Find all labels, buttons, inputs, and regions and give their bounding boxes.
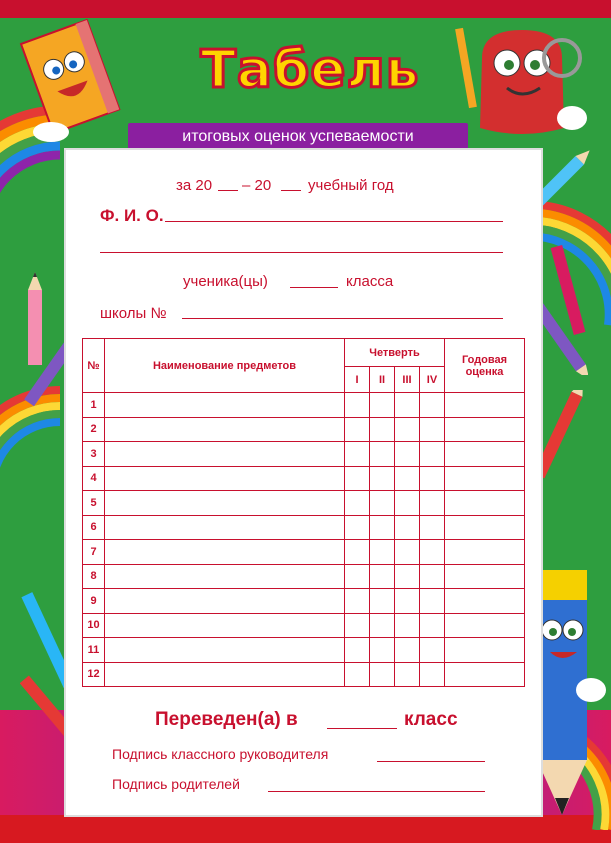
subject-cell[interactable] [105,417,345,442]
row-number: 4 [83,466,105,491]
quarter-4-cell[interactable] [420,589,445,614]
fio-field[interactable] [165,221,503,222]
quarter-1-cell[interactable] [345,638,370,663]
class-label: класса [346,273,394,290]
teacher-sign-label: Подпись классного руководителя [112,746,329,762]
annual-cell[interactable] [445,466,525,491]
table-row [83,393,525,418]
annual-cell[interactable] [445,393,525,418]
quarter-3-header: III [395,367,420,393]
quarter-4-cell[interactable] [420,613,445,638]
table-row [83,564,525,589]
quarter-3-cell[interactable] [395,540,420,565]
year-suffix: учебный год [308,177,394,194]
row-number: 5 [83,491,105,516]
quarter-2-cell[interactable] [370,613,395,638]
quarter-4-cell[interactable] [420,466,445,491]
col-quarter-header: Четверть [345,339,445,367]
quarter-2-cell[interactable] [370,638,395,663]
quarter-2-cell[interactable] [370,515,395,540]
quarter-4-cell[interactable] [420,638,445,663]
quarter-4-header: IV [420,367,445,393]
annual-cell[interactable] [445,564,525,589]
quarter-3-cell[interactable] [395,393,420,418]
quarter-4-cell[interactable] [420,515,445,540]
row-number: 2 [83,417,105,442]
annual-cell[interactable] [445,638,525,663]
row-number: 6 [83,515,105,540]
quarter-4-cell[interactable] [420,393,445,418]
quarter-3-cell[interactable] [395,638,420,663]
annual-cell[interactable] [445,417,525,442]
quarter-4-cell[interactable] [420,417,445,442]
row-number: 11 [83,638,105,663]
annual-cell[interactable] [445,662,525,687]
table-row [83,417,525,442]
class-number-field[interactable] [290,287,338,288]
quarter-1-cell[interactable] [345,417,370,442]
quarter-1-cell[interactable] [345,491,370,516]
year-end-field[interactable] [281,190,301,191]
col-subject-header: Наименование предметов [105,339,345,393]
top-frame [0,0,611,12]
school-label: школы № [100,305,167,322]
subject-cell[interactable] [105,393,345,418]
quarter-3-cell[interactable] [395,589,420,614]
table-row [83,515,525,540]
quarter-2-cell[interactable] [370,393,395,418]
row-number: 1 [83,393,105,418]
quarter-1-cell[interactable] [345,540,370,565]
col-num-header: № [83,339,105,393]
transferred-line [155,709,298,731]
quarter-3-cell[interactable] [395,613,420,638]
student-label: ученика(цы) [183,273,268,290]
quarter-3-cell[interactable] [395,442,420,467]
subject-cell[interactable] [105,589,345,614]
row-number: 10 [83,613,105,638]
quarter-2-cell[interactable] [370,540,395,565]
parent-sign-field[interactable] [268,791,485,792]
quarter-1-cell[interactable] [345,393,370,418]
quarter-3-cell[interactable] [395,417,420,442]
quarter-2-cell[interactable] [370,662,395,687]
quarter-3-cell[interactable] [395,662,420,687]
transferred-class-field[interactable] [327,728,397,729]
quarter-3-cell[interactable] [395,515,420,540]
page-subtitle: итоговых оценок успеваемости [128,123,468,151]
quarter-1-cell[interactable] [345,564,370,589]
row-number: 12 [83,662,105,687]
quarter-1-cell[interactable] [345,613,370,638]
quarter-4-cell[interactable] [420,540,445,565]
quarter-3-cell[interactable] [395,466,420,491]
quarter-2-cell[interactable] [370,442,395,467]
quarter-3-cell[interactable] [395,491,420,516]
subject-cell[interactable] [105,515,345,540]
col-annual-header: Годовая оценка [445,339,525,393]
parent-sign-label: Подпись родителей [112,776,240,792]
book-mascot-icon [16,14,126,144]
quarter-2-header: II [370,367,395,393]
quarter-1-cell[interactable] [345,515,370,540]
fio-field-line-2[interactable] [100,252,503,253]
transferred-suffix: класс [404,709,458,730]
annual-cell[interactable] [445,613,525,638]
annual-cell[interactable] [445,540,525,565]
table-row [83,540,525,565]
annual-cell[interactable] [445,589,525,614]
subject-cell[interactable] [105,442,345,467]
quarter-2-cell[interactable] [370,466,395,491]
table-row [83,613,525,638]
quarter-4-cell[interactable] [420,662,445,687]
subject-cell[interactable] [105,638,345,663]
quarter-1-cell[interactable] [345,589,370,614]
subject-cell[interactable] [105,466,345,491]
school-field[interactable] [182,318,503,319]
year-start-field[interactable] [218,190,238,191]
quarter-1-cell[interactable] [345,466,370,491]
teacher-sign-field[interactable] [377,761,485,762]
subject-cell[interactable] [105,491,345,516]
subject-cell[interactable] [105,540,345,565]
row-number: 9 [83,589,105,614]
table-row [83,491,525,516]
quarter-2-cell[interactable] [370,491,395,516]
table-row [83,662,525,687]
quarter-1-header: I [345,367,370,393]
table-row [83,589,525,614]
annual-cell[interactable] [445,515,525,540]
year-prefix: за 20 [176,177,213,194]
backpack-mascot-icon [452,18,592,143]
quarter-1-cell[interactable] [345,662,370,687]
row-number: 8 [83,564,105,589]
year-dash: – 20 [242,177,272,194]
table-row [83,466,525,491]
transferred-prefix: Переведен(а) в [155,709,298,730]
row-number: 7 [83,540,105,565]
fio-label: Ф. И. О. [100,206,164,225]
quarter-4-cell[interactable] [420,491,445,516]
quarter-2-cell[interactable] [370,564,395,589]
quarter-4-cell[interactable] [420,564,445,589]
page-title: Табель [200,40,420,100]
table-row [83,638,525,663]
subject-cell[interactable] [105,613,345,638]
table-row [83,442,525,467]
quarter-2-cell[interactable] [370,417,395,442]
grades-table [82,338,525,687]
quarter-1-cell[interactable] [345,442,370,467]
annual-cell[interactable] [445,491,525,516]
row-number: 3 [83,442,105,467]
subject-cell[interactable] [105,564,345,589]
quarter-2-cell[interactable] [370,589,395,614]
quarter-3-cell[interactable] [395,564,420,589]
annual-cell[interactable] [445,442,525,467]
quarter-4-cell[interactable] [420,442,445,467]
subject-cell[interactable] [105,662,345,687]
